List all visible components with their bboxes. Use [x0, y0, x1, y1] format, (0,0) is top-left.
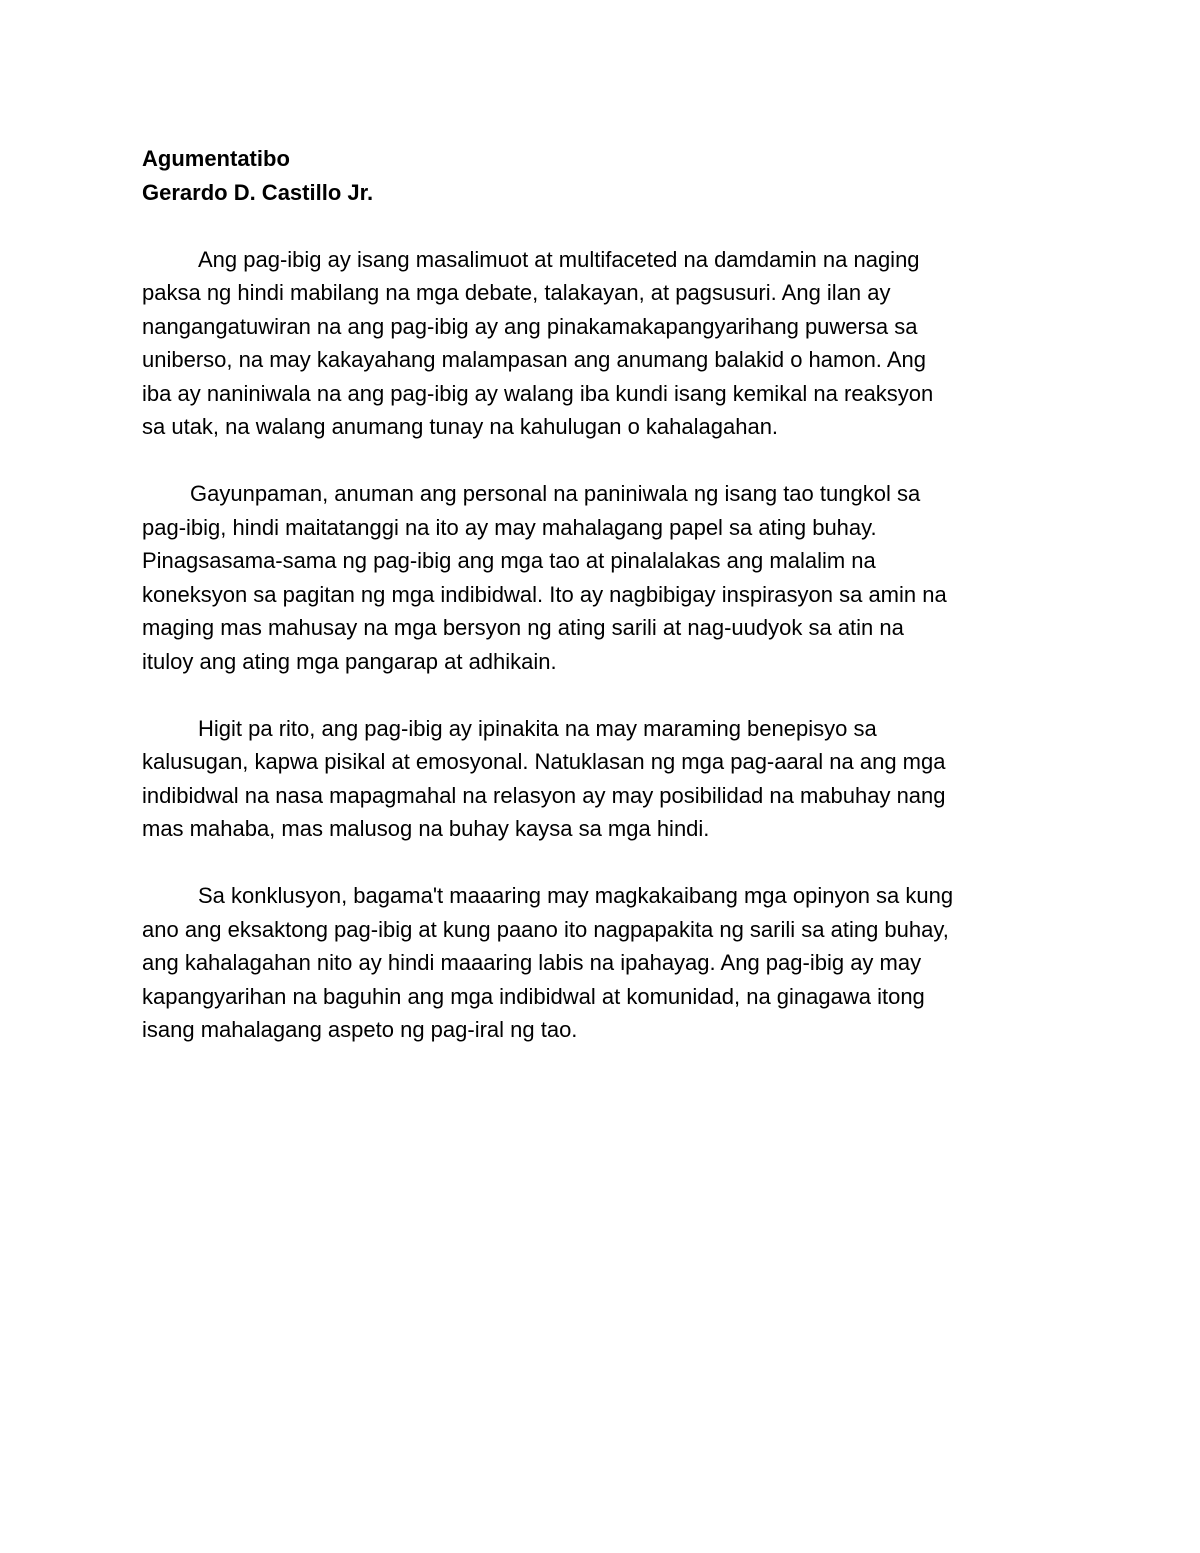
paragraph-2 [142, 477, 1072, 678]
paragraph-line: sa utak, na walang anumang tunay na kahulugan o kahalagahan. [142, 414, 779, 439]
paragraph-line: iba ay naniniwala na ang pag-ibig ay walang iba kundi isang kemikal na reaksyon [142, 380, 934, 406]
paragraph-line: indibidwal na nasa mapagmahal na relasyon ay may posibilidad na mabuhay nang [142, 782, 946, 808]
paragraph-line: Pinagsasama-sama ng pag-ibig ang mga tao at pinalalakas ang malalim na [142, 548, 876, 573]
paragraph-line: Higit pa rito, ang pag-ibig ay ipinakita na may maraming benepisyo sa [198, 715, 877, 741]
paragraph-line: kapangyarihan na baguhin ang mga indibidwal at komunidad, na ginagawa itong [142, 983, 925, 1009]
paragraph-line: koneksyon sa pagitan ng mga indibidwal. Ito ay nagbibigay inspirasyon sa amin na [142, 581, 947, 607]
paragraph-line: uniberso, na may kakayahang malampasan ang anumang balakid o hamon. Ang [142, 347, 926, 372]
paragraph-line: kalusugan, kapwa pisikal at emosyonal. Natuklasan ng mga pag-aaral na ang mga [142, 749, 946, 774]
paragraph-4 [142, 879, 1072, 1047]
document-body [142, 142, 1072, 1047]
paragraph-line: ano ang eksaktong pag-ibig at kung paano ito nagpapakita ng sarili sa ating buhay, [142, 916, 949, 942]
paragraph-line: nangangatuwiran na ang pag-ibig ay ang pinakamakapangyarihang puwersa sa [142, 313, 918, 339]
paragraph-line: Sa konklusyon, bagama't maaaring may magkakaibang mga opinyon sa kung [198, 883, 954, 908]
paragraph-line: pag-ibig, hindi maitatanggi na ito ay may mahalagang papel sa ating buhay. [142, 514, 877, 540]
document-title: Agumentatibo [142, 146, 290, 171]
document-author: Gerardo D. Castillo Jr. [142, 179, 374, 205]
paragraph-line: maging mas mahusay na mga bersyon ng ating sarili at nag-uudyok sa atin na [142, 615, 904, 640]
paragraph-line: Ang pag-ibig ay isang masalimuot at multifaceted na damdamin na naging [198, 246, 920, 272]
paragraph-line: mas mahaba, mas malusog na buhay kaysa sa mga hindi. [142, 816, 710, 841]
paragraph-1 [142, 243, 1072, 444]
paragraph-3 [142, 712, 1072, 846]
paragraph-line: isang mahalagang aspeto ng pag-iral ng tao. [142, 1017, 578, 1042]
paragraph-line: ang kahalagahan nito ay hindi maaaring labis na ipahayag. Ang pag-ibig ay may [142, 950, 922, 975]
paragraph-line: paksa ng hindi mabilang na mga debate, talakayan, at pagsusuri. Ang ilan ay [142, 280, 891, 305]
paragraph-line: ituloy ang ating mga pangarap at adhikain. [142, 648, 557, 674]
paragraph-line: Gayunpaman, anuman ang personal na paniniwala ng isang tao tungkol sa [190, 481, 921, 506]
